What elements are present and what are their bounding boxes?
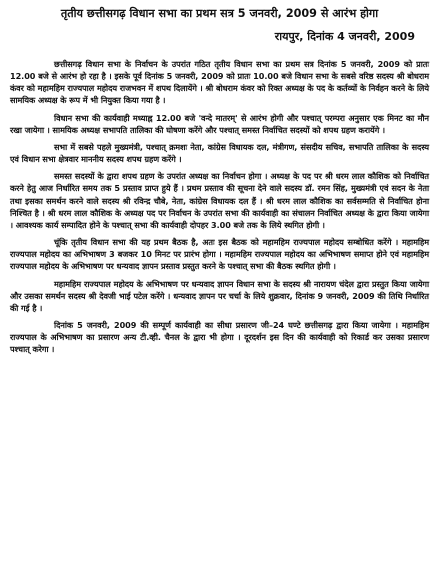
dateline: रायपुर, दिनांक 4 जनवरी, 2009: [274, 30, 415, 43]
paragraph-session-start: छत्तीसगढ़ विधान सभा के निर्वाचन के उपरांत गठित तृतीय विधान सभा का प्रथम सत्र दिनांक 5 जनवरी, 2009 को प्रातः 12.00 बजे से आरंभ हो रहा है । इसके पूर्व दिनांक 5 जनवरी, 2009 को प्रातः 10.00 बजे विधान सभा के सबसे वरिष्ठ सदस्य श्री बोधराम कंवर को महामहिम राज्यपाल महोदय राजभवन में शपथ दिलायेंगे । श्री बोधराम कंवर को रिक्त अध्यक्ष के पद के कर्तव्यों के निर्वहन करने के लिये सामयिक अध्यक्ष के रूप में भी नियुक्त किया गया है ।: [10, 59, 429, 106]
body-text: [10, 58, 429, 355]
paragraph-motion-of-thanks: महामहिम राज्यपाल महोदय के अभिभाषण पर धन्यवाद ज्ञापन विधान सभा के सदस्य श्री नारायण चंदेल द्वारा प्रस्तुत किया जायेगा और उसका समर्थन सदस्य श्री देवजी भाई पटेल करेंगे । धन्यवाद ज्ञापन पर चर्चा के लिये शुक्रवार, दिनांक 9 जनवरी, 2009 की तिथि निर्धारित की गई है ।: [10, 278, 429, 313]
paragraph-speaker-election: समस्त सदस्यों के द्वारा शपथ ग्रहण के उपरांत अध्यक्ष का निर्वाचन होगा । अध्यक्ष के पद पर श्री धरम लाल कौशिक को निर्वाचित करने हेतु आज निर्धारित समय तक 5 प्रस्ताव प्राप्त हुये हैं । प्रथम प्रस्ताव की सूचना देने वाले सदस्य डॉ. रमन सिंह, मुख्यमंत्री एवं सदन के नेता तथा इसका समर्थन करने वाले सदस्य श्री रविन्द्र चौबे, नेता, कांग्रेस विधायक दल हैं । श्री धरम लाल कौशिक का सर्वसम्मति से निर्वाचित होना निश्चित है । श्री धरम लाल कौशिक के अध्यक्ष पद पर निर्वाचन के उपरांत सभा की कार्यवाही का संचालन निर्वाचित अध्यक्ष के द्वारा किया जायेगा । आवश्यक कार्य सम्पादित होने के पश्चात् सभा की कार्यवाही दोपहर 3.00 बजे तक के लिये स्थगित होगी ।: [10, 171, 429, 230]
paragraph-broadcast: दिनांक 5 जनवरी, 2009 की सम्पूर्ण कार्यवाही का सीधा प्रसारण जी–24 घण्टे छत्तीसगढ़ द्वारा किया जायेगा । महामहिम राज्यपाल के अभिभाषण का प्रसारण अन्य टी.व्ही. चैनल के द्वारा भी होगा । दूरदर्शन इस दिन की कार्यवाही को रिकार्ड कर उसका प्रसारण पश्चात् करेगा ।: [10, 319, 429, 355]
headline: तृतीय छत्तीसगढ़ विधान सभा का प्रथम सत्र 5 जनवरी, 2009 से आरंभ होगा: [60, 7, 379, 20]
paragraph-oath-order: सभा में सबसे पहले मुख्यमंत्री, पश्चात् क्रमशः नेता, कांग्रेस विधायक दल, मंत्रीगण, संसदीय सचिव, सभापति तालिका के सदस्य एवं विधान सभा क्षेत्रवार माननीय सदस्य शपथ ग्रहण करेंगे ।: [10, 141, 429, 165]
paragraph-governor-address: चूंकि तृतीय विधान सभा की यह प्रथम बैठक है, अतः इस बैठक को महामहिम राज्यपाल महोदय सम्बोधित करेंगे । महामहिम राज्यपाल महोदय का अभिभाषण 3 बजकर 10 मिनट पर प्रारंभ होगा । महामहिम राज्यपाल महोदय का अभिभाषण समाप्त होने एवं महामहिम राज्यपाल महोदय के अभिभाषण पर धन्यवाद ज्ञापन प्रस्ताव प्रस्तुत करने के पश्चात् सभा की बैठक स्थगित होगी ।: [10, 237, 429, 272]
paragraph-vande-mataram: विधान सभा की कार्यवाही मध्याह्न 12.00 बजे 'वन्दे मातरम्' से आरंभ होगी और पश्चात् परम्परा अनुसार एक मिनट का मौन रखा जायेगा । सामयिक अध्यक्ष सभापति तालिका की घोषणा करेंगे और पश्चात् समस्त निर्वाचित सदस्यों को शपथ ग्रहण करायेंगे ।: [10, 112, 429, 135]
